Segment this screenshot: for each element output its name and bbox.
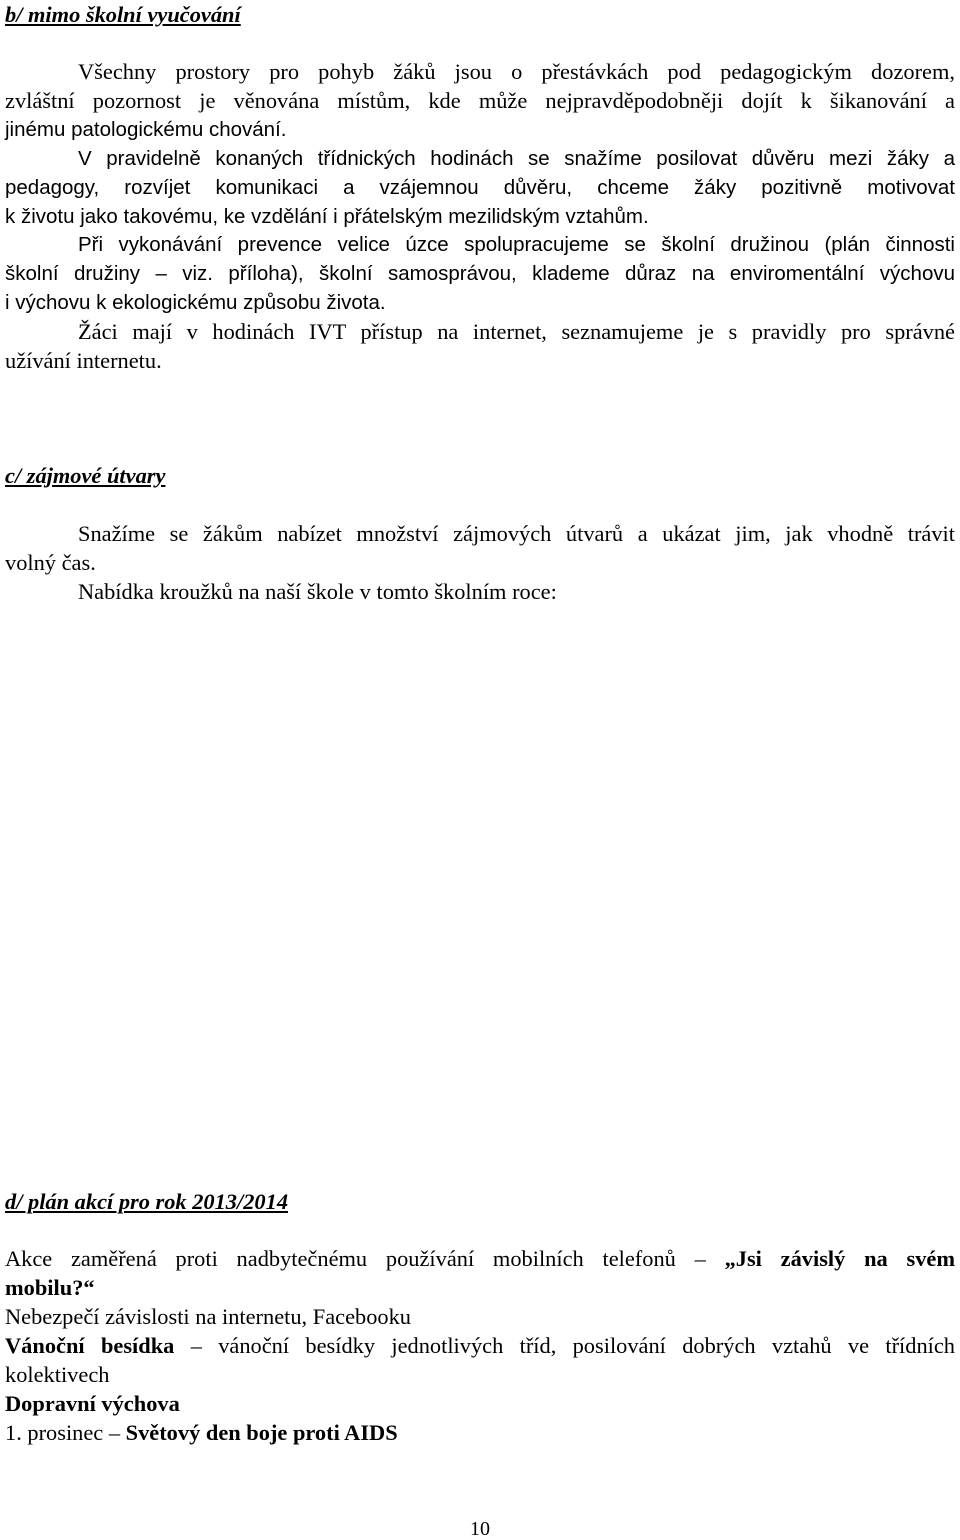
section-b-paragraph-1 xyxy=(5,57,955,115)
section-b-paragraph-2 xyxy=(5,144,955,231)
text-line: Všechny prostory pro pohyb žáků jsou o přestávkách pod pedagogickým dozorem, xyxy=(78,59,955,84)
section-d-heading: d/ plán akcí pro rok 2013/2014 xyxy=(5,1189,289,1214)
event-date: 1. prosinec – xyxy=(5,1420,126,1445)
text-line: pedagogy, rozvíjet komunikaci a vzájemnou důvěru, chceme žáky pozitivně motivovat xyxy=(5,176,955,199)
text-line: Žáci mají v hodinách IVT přístup na internet, seznamujeme je s pravidly pro správné xyxy=(78,319,955,344)
text-line: kolektivech xyxy=(5,1362,110,1387)
section-c-paragraph-2: Nabídka kroužků na naší škole v tomto školním roce: xyxy=(78,579,557,604)
event-item-christmas xyxy=(5,1331,955,1389)
event-text: – vánoční besídky jednotlivých tříd, posilování dobrých vztahů ve třídních xyxy=(174,1333,955,1358)
event-item-mobile xyxy=(5,1244,955,1302)
event-title: Dopravní výchova xyxy=(5,1391,180,1416)
event-item-internet: Nebezpečí závislosti na internetu, Facebooku xyxy=(5,1304,411,1329)
text-line: školní družiny – viz. příloha), školní samosprávou, klademe důraz na enviromentální výchovu xyxy=(5,262,955,285)
text-line: užívání internetu. xyxy=(5,348,162,373)
section-c-paragraph-1 xyxy=(5,519,955,577)
section-c-heading: c/ zájmové útvary xyxy=(5,463,166,488)
event-title: mobilu?“ xyxy=(5,1275,95,1300)
event-item-aids xyxy=(5,1418,955,1447)
section-b-paragraph-3 xyxy=(5,230,955,317)
text-line: V pravidelně konaných třídnických hodinách se snažíme posilovat důvěru mezi žáky a xyxy=(78,147,955,170)
text-line xyxy=(5,1244,955,1273)
page-number: 10 xyxy=(470,1518,490,1540)
section-b-heading: b/ mimo školní vyučování xyxy=(5,2,241,27)
text-line xyxy=(5,1273,955,1302)
text-line: Snažíme se žákům nabízet množství zájmových útvarů a ukázat jim, jak vhodně trávit xyxy=(78,521,955,546)
event-text: Akce zaměřená proti nadbytečnému používání mobilních telefonů – xyxy=(5,1246,706,1271)
section-b-paragraph-4 xyxy=(5,317,955,375)
text-line: i výchovu k ekologickému způsobu života. xyxy=(5,291,386,314)
event-title: Vánoční besídka xyxy=(5,1333,175,1358)
text-line: Při vykonávání prevence velice úzce spolupracujeme se školní družinou (plán činnosti xyxy=(78,233,955,256)
text-line: k životu jako takovému, ke vzdělání i přátelským mezilidským vztahům. xyxy=(5,205,649,228)
text-line: jinému patologickému chování. xyxy=(5,118,287,141)
event-item-traffic xyxy=(5,1389,955,1418)
event-title: „Jsi závislý na svém xyxy=(724,1246,955,1271)
text-line: zvláštní pozornost je věnována místům, kde může nejpravděpodobněji dojít k šikanování a xyxy=(5,88,955,113)
event-title: Světový den boje proti AIDS xyxy=(125,1420,398,1445)
text-line xyxy=(5,1331,955,1360)
text-line: volný čas. xyxy=(5,550,96,575)
